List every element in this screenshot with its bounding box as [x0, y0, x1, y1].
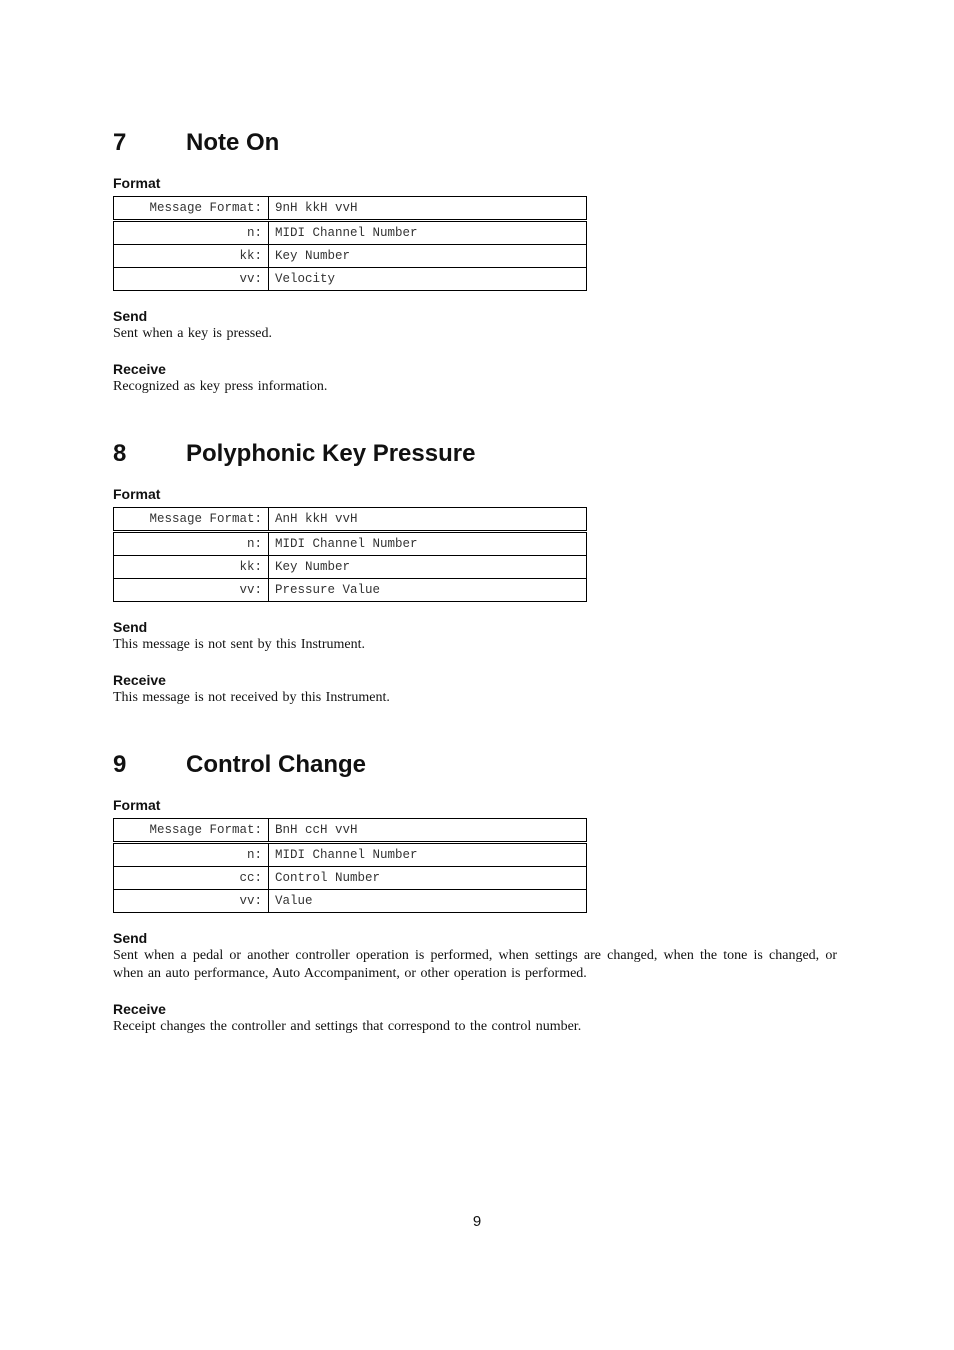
row-key: n:	[114, 843, 269, 867]
send-text: This message is not sent by this Instrument.	[113, 637, 365, 652]
row-key: vv:	[114, 890, 269, 913]
row-value: AnH kkH vvH	[269, 508, 587, 532]
receive-heading: Receive	[113, 1001, 166, 1017]
section-title: Note On	[186, 129, 280, 156]
send-heading: Send	[113, 930, 148, 946]
table-row	[114, 508, 587, 532]
section-title: Polyphonic Key Pressure	[186, 440, 476, 467]
row-key: Message Format:	[114, 819, 269, 843]
format-heading: Format	[113, 486, 161, 502]
table-row	[114, 867, 587, 890]
row-key: vv:	[114, 579, 269, 602]
row-key: cc:	[114, 867, 269, 890]
receive-text: Recognized as key press information.	[113, 379, 328, 394]
table-row	[114, 579, 587, 602]
row-value: MIDI Channel Number	[269, 843, 587, 867]
table-row	[114, 890, 587, 913]
row-value: MIDI Channel Number	[269, 221, 587, 245]
section-number: 7	[113, 129, 127, 156]
row-value: Pressure Value	[269, 579, 587, 602]
row-value: MIDI Channel Number	[269, 532, 587, 556]
table-row	[114, 245, 587, 268]
row-key: n:	[114, 221, 269, 245]
row-key: kk:	[114, 245, 269, 268]
receive-heading: Receive	[113, 672, 166, 688]
section-number: 9	[113, 751, 127, 778]
table-row	[114, 197, 587, 221]
send-heading: Send	[113, 619, 148, 635]
send-heading: Send	[113, 308, 148, 324]
format-table	[113, 507, 587, 602]
table-row	[114, 221, 587, 245]
format-heading: Format	[113, 797, 161, 813]
receive-text: Receipt changes the controller and settings that correspond to the control number.	[113, 1019, 582, 1034]
row-value: 9nH kkH vvH	[269, 197, 587, 221]
section-heading	[113, 439, 837, 469]
section-control-change	[113, 750, 837, 1036]
send-text: Sent when a pedal or another controller operation is performed, when settings are changed, when the tone is changed, or when an auto performance, Auto Accompaniment, or other operation is performed.	[113, 948, 837, 981]
row-key: Message Format:	[114, 197, 269, 221]
format-heading: Format	[113, 175, 161, 191]
section-title: Control Change	[186, 751, 366, 778]
table-row	[114, 532, 587, 556]
receive-heading: Receive	[113, 361, 166, 377]
row-key: Message Format:	[114, 508, 269, 532]
table-row	[114, 268, 587, 291]
page-number: 9	[472, 1213, 482, 1230]
table-row	[114, 843, 587, 867]
format-table	[113, 818, 587, 913]
table-row	[114, 556, 587, 579]
row-value: Value	[269, 890, 587, 913]
row-value: Velocity	[269, 268, 587, 291]
receive-text: This message is not received by this Instrument.	[113, 690, 390, 705]
section-note-on	[113, 128, 837, 396]
section-heading	[113, 750, 837, 780]
format-table	[113, 196, 587, 291]
row-key: n:	[114, 532, 269, 556]
row-value: Control Number	[269, 867, 587, 890]
row-value: Key Number	[269, 556, 587, 579]
row-key: vv:	[114, 268, 269, 291]
section-number: 8	[113, 440, 127, 467]
row-value: BnH ccH vvH	[269, 819, 587, 843]
send-text: Sent when a key is pressed.	[113, 326, 272, 341]
section-polyphonic-key-pressure	[113, 439, 837, 707]
row-key: kk:	[114, 556, 269, 579]
table-row	[114, 819, 587, 843]
section-heading	[113, 128, 837, 158]
row-value: Key Number	[269, 245, 587, 268]
